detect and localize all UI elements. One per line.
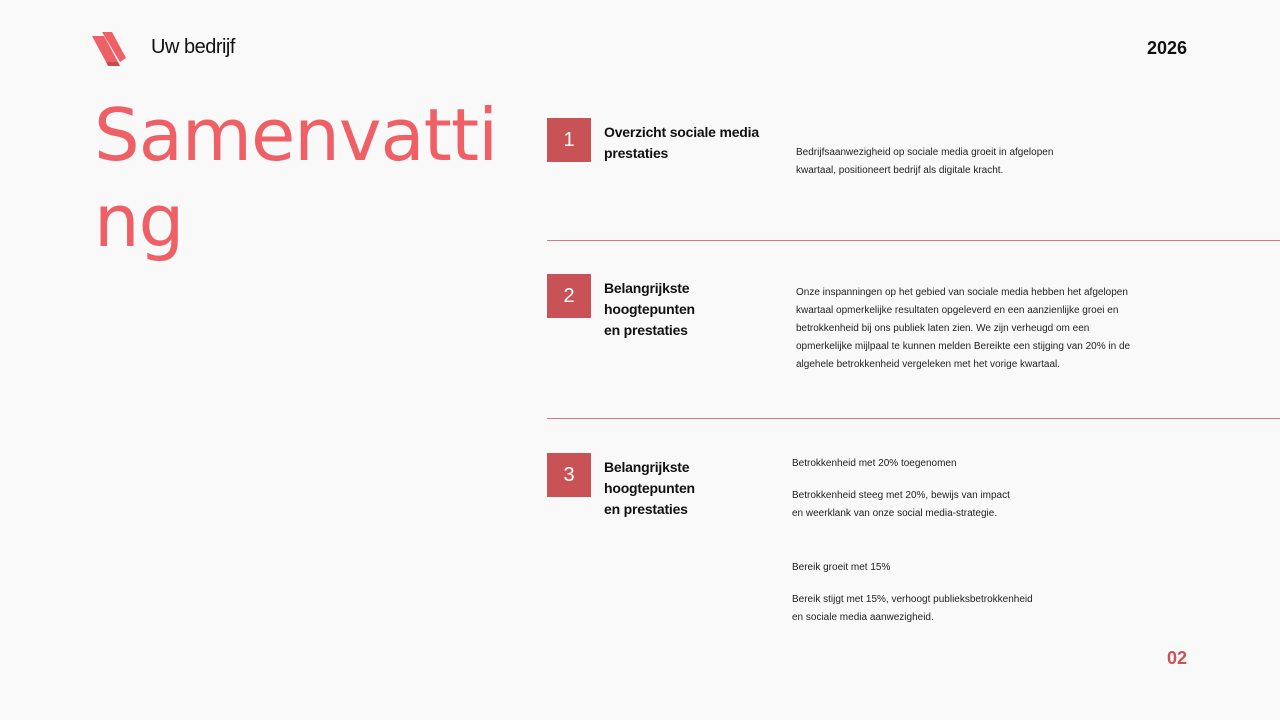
section-heading-line: Overzicht sociale media <box>604 124 759 140</box>
section-heading <box>604 457 779 520</box>
section-heading-line: Belangrijkste hoogtepunten <box>604 280 695 317</box>
company-name: Uw bedrijf <box>151 36 235 58</box>
section-divider <box>547 418 1280 419</box>
paragraph-line: algehele betrokkenheid vergeleken met het vorige kwartaal. <box>796 359 1061 370</box>
paragraph-line: opmerkelijke mijlpaal te kunnen melden Bereikte een stijging van 20% in de <box>796 341 1131 352</box>
company-logo-icon <box>92 32 128 66</box>
highlight-item-title: Bereik groeit met 15% <box>792 562 891 573</box>
section-paragraph <box>796 144 1166 180</box>
page-number: 02 <box>1166 648 1187 668</box>
section-heading-line: en prestaties <box>604 322 688 338</box>
page-title: Samenvatting <box>94 93 498 263</box>
section-heading-line: Belangrijkste hoogtepunten <box>604 459 695 496</box>
paragraph-line: en weerklank van onze social media-strategie. <box>792 508 998 519</box>
section-heading-line: en prestaties <box>604 501 688 517</box>
section-divider <box>547 240 1280 241</box>
year-label: 2026 <box>1146 38 1187 58</box>
section-paragraph <box>796 284 1166 374</box>
paragraph-line: Bereik stijgt met 15%, verhoogt publieksbetrokkenheid <box>792 594 1033 605</box>
highlight-item-title: Betrokkenheid met 20% toegenomen <box>792 458 957 469</box>
section-heading <box>604 278 779 341</box>
section-number-box: 3 <box>547 453 591 497</box>
section-number-box: 2 <box>547 274 591 318</box>
section-number-box: 1 <box>547 118 591 162</box>
highlight-item-text <box>792 591 1162 627</box>
paragraph-line: Betrokkenheid steeg met 20%, bewijs van impact <box>792 490 1010 501</box>
paragraph-line: kwartaal, positioneert bedrijf als digitale kracht. <box>796 165 1004 176</box>
paragraph-line: betrokkenheid bij ons publiek laten zien. We zijn verheugd om een <box>796 323 1090 334</box>
paragraph-line: Bedrijfsaanwezigheid op sociale media groeit in afgelopen <box>796 147 1054 158</box>
highlight-item-text <box>792 487 1162 523</box>
section-heading-line: prestaties <box>604 145 669 161</box>
paragraph-line: en sociale media aanwezigheid. <box>792 612 934 623</box>
paragraph-line: Onze inspanningen op het gebied van sociale media hebben het afgelopen <box>796 287 1128 298</box>
paragraph-line: kwartaal opmerkelijke resultaten opgeleverd en een aanzienlijke groei en <box>796 305 1119 316</box>
section-heading <box>604 122 779 164</box>
